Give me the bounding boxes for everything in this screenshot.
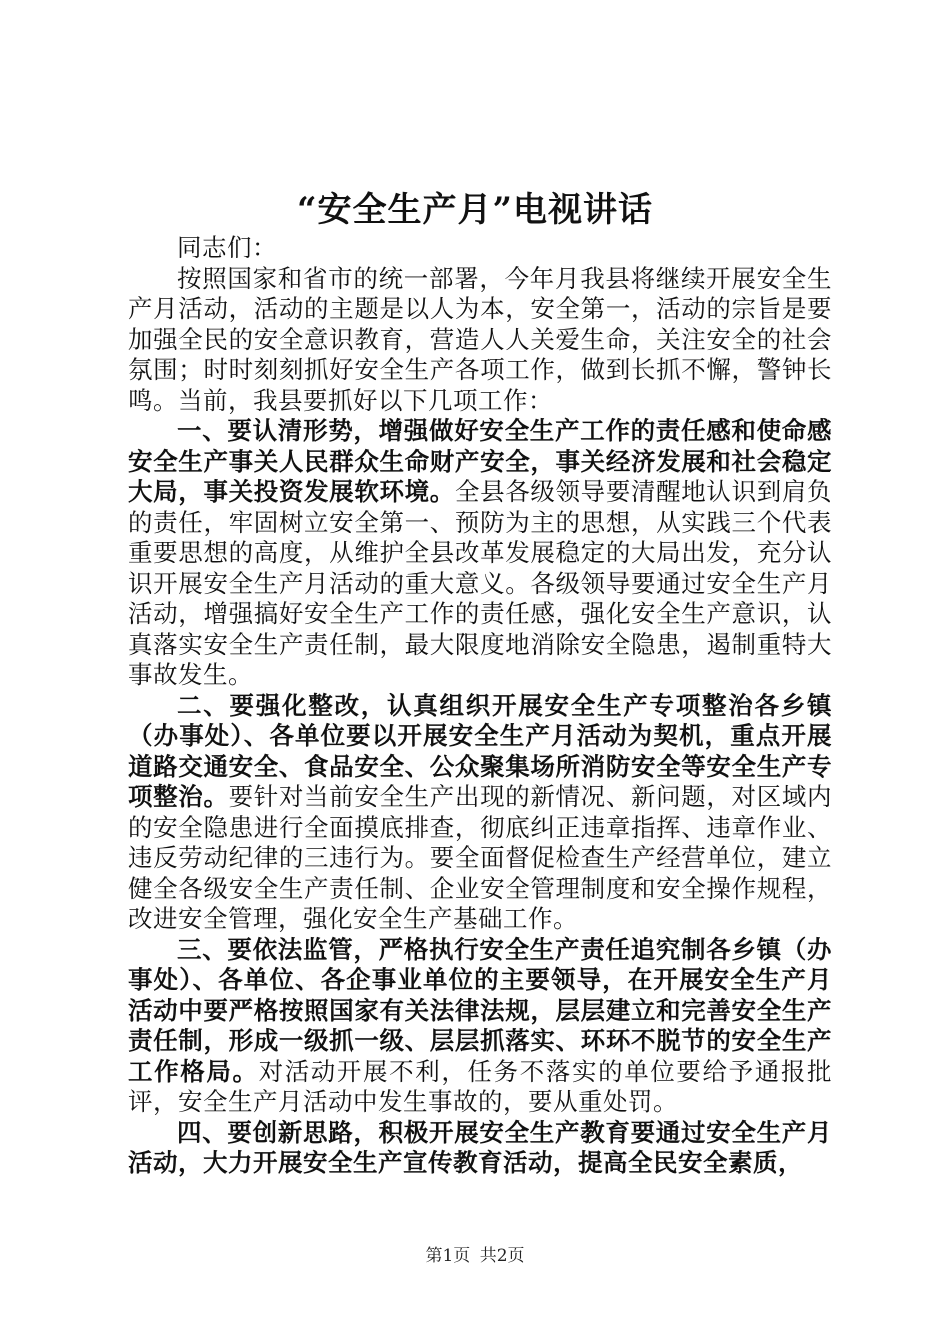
- section-2-heading: 二、要强化整改，认真组织开展安全生产专项整治各乡镇（办事处）、各单位要以开展安全生产月活动为契机，重点开展道路交通安全、食品安全、公众聚集场所消防安全等安全生产专项整治。: [128, 690, 832, 811]
- section-3-paragraph: [128, 935, 832, 1118]
- document-body: [128, 233, 832, 1179]
- section-2-body: 要针对当前安全生产出现的新情况、新问题，对区域内的安全隐患进行全面摸底排查，彻底纠正违章指挥、违章作业、违反劳动纪律的三违行为。要全面督促检查生产经营单位，建立健全各级安全生产责任制、企业安全管理制度和安全操作规程，改进安全管理，强化安全生产基础工作。: [128, 782, 832, 933]
- page-total: 共2页: [479, 1246, 525, 1266]
- section-2-paragraph: [128, 691, 832, 935]
- section-3-heading: 三、要依法监管，严格执行安全生产责任追究制各乡镇（办事处）、各单位、各企事业单位的主要领导，在开展安全生产月活动中要严格按照国家有关法律法规，层层建立和完善安全生产责任制，形成一级抓一级、层层抓落实、环环不脱节的安全生产工作格局。: [128, 934, 832, 1086]
- section-1-paragraph: [128, 416, 832, 691]
- section-1-heading: 一、要认清形势，增强做好安全生产工作的责任感和使命感安全生产事关人民群众生命财产安全，事关经济发展和社会稳定大局，事关投资发展软环境。: [128, 416, 832, 506]
- greeting-paragraph: 同志们：: [177, 233, 277, 262]
- section-4-paragraph: [128, 1118, 832, 1179]
- section-3-body: 对活动开展不利，任务不落实的单位要给予通报批评，安全生产月活动中发生事故的，要从重处罚。: [128, 1056, 832, 1116]
- page-footer: [0, 1245, 950, 1267]
- section-1-body: 全县各级领导要清醒地认识到肩负的责任，牢固树立安全第一、预防为主的思想，从实践三个代表重要思想的高度，从维护全县改革发展稳定的大局出发，充分认识开展安全生产月活动的重大意义。各级领导要通过安全生产月活动，增强搞好安全生产工作的责任感，强化安全生产意识，认真落实安全生产责任制，最大限度地消除安全隐患，遏制重特大事故发生。: [128, 477, 833, 689]
- section-4-heading: 四、要创新思路，积极开展安全生产教育要通过安全生产月活动，大力开展安全生产宣传教育活动，提高全民安全素质，: [128, 1117, 832, 1177]
- intro-paragraph: 按照国家和省市的统一部署，今年月我县将继续开展安全生产月活动，活动的主题是以人为本，安全第一，活动的宗旨是要加强全民的安全意识教育，营造人人关爱生命，关注安全的社会氛围；时时刻刻抓好安全生产各项工作，做到长抓不懈，警钟长鸣。当前，我县要抓好以下几项工作：: [128, 263, 832, 415]
- document-title: “安全生产月”电视讲话: [296, 190, 654, 230]
- page-number: 第1页: [425, 1246, 471, 1266]
